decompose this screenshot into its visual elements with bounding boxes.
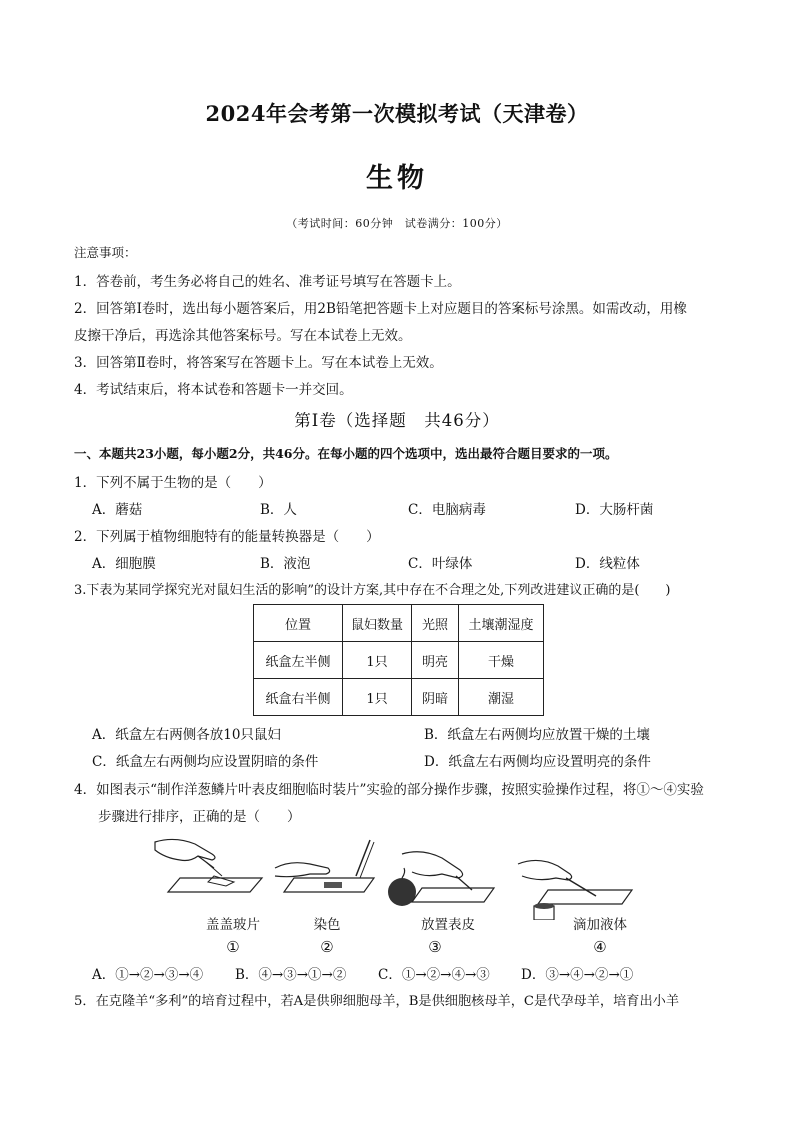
note-item: 1．答卷前，考生务必将自己的姓名、准考证号填写在答题卡上。 bbox=[74, 274, 461, 290]
table-cell: 纸盒左半侧 bbox=[254, 642, 343, 679]
hand-staining-icon bbox=[270, 838, 390, 896]
figure-2-caption: 染色 bbox=[313, 917, 341, 933]
table-header-cell: 光照 bbox=[412, 605, 459, 642]
table-cell: 干燥 bbox=[459, 642, 544, 679]
hand-onion-icon bbox=[382, 848, 502, 912]
question-4-stem-cont: 步骤进行排序，正确的是（ ） bbox=[98, 809, 301, 825]
question-1-stem: 1．下列不属于生物的是（ ） bbox=[74, 475, 272, 491]
q2-option-b: B．液泡 bbox=[260, 556, 311, 572]
subject-title: 生物 bbox=[366, 163, 428, 194]
figure-3-number: ③ bbox=[428, 938, 442, 956]
exam-title: 2024年会考第一次模拟考试（天津卷） bbox=[205, 101, 589, 126]
q1-option-a: A．蘑菇 bbox=[92, 502, 143, 518]
q4-option-d: D．③→④→②→① bbox=[521, 967, 634, 983]
question-2-stem: 2．下列属于植物细胞特有的能量转换器是（ ） bbox=[74, 529, 380, 545]
figure-4-number: ④ bbox=[593, 938, 607, 956]
figure-1-number: ① bbox=[226, 938, 240, 956]
exam-info: （考试时间：60分钟 试卷满分：100分） bbox=[286, 217, 508, 230]
figure-1-caption: 盖盖玻片 bbox=[206, 917, 260, 933]
q2-option-c: C．叶绿体 bbox=[408, 556, 473, 572]
question-4-stem: 4．如图表示“制作洋葱鳞片叶表皮细胞临时装片”实验的部分操作步骤，按照实验操作过程，将①～④实验 bbox=[74, 782, 704, 798]
q3-option-d: D．纸盒左右两侧均应设置明亮的条件 bbox=[424, 754, 651, 770]
note-item: 2．回答第Ⅰ卷时，选出每小题答案后，用2B铅笔把答题卡上对应题目的答案标号涂黑。如需改动，用橡 bbox=[74, 301, 687, 317]
q3-option-a: A．纸盒左右两侧各放10只鼠妇 bbox=[92, 727, 281, 743]
q4-option-c: C．①→②→④→③ bbox=[378, 967, 490, 983]
table-header-cell: 鼠妇数量 bbox=[343, 605, 412, 642]
hand-dropper-icon bbox=[508, 852, 638, 920]
q1-option-b: B．人 bbox=[260, 502, 297, 518]
q3-table bbox=[253, 604, 544, 716]
note-item: 皮擦干净后，再选涂其他答案标号。写在本试卷上无效。 bbox=[74, 328, 412, 344]
table-cell: 阴暗 bbox=[412, 679, 459, 716]
table-cell: 明亮 bbox=[412, 642, 459, 679]
q1-option-d: D．大肠杆菌 bbox=[575, 502, 654, 518]
table-row bbox=[254, 679, 544, 716]
hand-cover-slip-icon bbox=[150, 832, 270, 896]
note-item: 3．回答第Ⅱ卷时，将答案写在答题卡上。写在本试卷上无效。 bbox=[74, 355, 443, 371]
figure-placing-epidermis bbox=[382, 848, 502, 916]
q1-option-c: C．电脑病毒 bbox=[408, 502, 486, 518]
question-5-stem: 5．在克隆羊“多利”的培育过程中，若A是供卵细胞母羊，B是供细胞核母羊，C是代孕母羊，培育出小羊 bbox=[74, 994, 680, 1009]
q4-option-b: B．④→③→①→② bbox=[235, 967, 347, 983]
note-item: 4．考试结束后，将本试卷和答题卡一并交回。 bbox=[74, 382, 353, 398]
q2-option-d: D．线粒体 bbox=[575, 556, 640, 572]
q2-option-a: A．细胞膜 bbox=[92, 556, 156, 572]
table-cell: 1只 bbox=[343, 679, 412, 716]
table-cell: 1只 bbox=[343, 642, 412, 679]
table-header-row bbox=[254, 605, 544, 642]
table-header-cell: 位置 bbox=[254, 605, 343, 642]
table-row bbox=[254, 642, 544, 679]
q3-option-b: B．纸盒左右两侧均应放置干燥的土壤 bbox=[424, 727, 650, 743]
notes-heading: 注意事项： bbox=[74, 245, 137, 260]
figure-3-caption: 放置表皮 bbox=[421, 917, 475, 933]
question-3-stem: 3.下表为某同学探究光对鼠妇生活的影响”的设计方案,其中存在不合理之处,下列改进建议正确的是( ) bbox=[74, 583, 671, 598]
section-instruction: 一、本题共23小题，每小题2分，共46分。在每小题的四个选项中，选出最符合题目要求的一项。 bbox=[74, 446, 618, 461]
table-cell: 潮湿 bbox=[459, 679, 544, 716]
section-title: 第Ⅰ卷（选择题 共46分） bbox=[294, 411, 500, 430]
q3-option-c: C．纸盒左右两侧均应设置阴暗的条件 bbox=[92, 754, 319, 770]
figure-cover-slip bbox=[150, 832, 270, 900]
figure-2-number: ② bbox=[320, 938, 334, 956]
figure-4-caption: 滴加液体 bbox=[573, 917, 627, 933]
q4-option-a: A．①→②→③→④ bbox=[92, 967, 204, 983]
figure-staining bbox=[270, 838, 390, 900]
table-cell: 纸盒右半侧 bbox=[254, 679, 343, 716]
table-header-cell: 土壤潮湿度 bbox=[459, 605, 544, 642]
